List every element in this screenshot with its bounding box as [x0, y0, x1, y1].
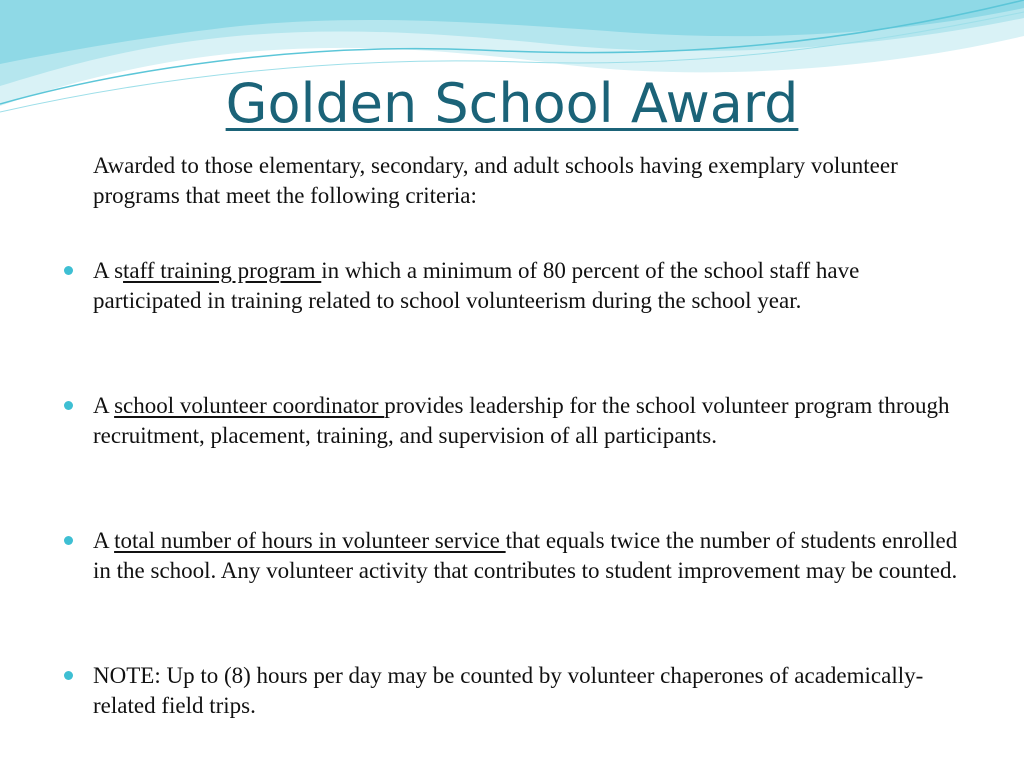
bullet-text-pre: A s — [93, 258, 124, 283]
bullet-underlined-term: total number of hours in volunteer service — [114, 528, 506, 553]
bullet-text-pre: A — [93, 393, 115, 418]
bullet-dot-icon — [64, 401, 73, 410]
bullet-underlined-term: school volunteer coordinator — [114, 393, 385, 418]
bullet-volunteer-coordinator — [93, 391, 973, 451]
bullet-text-post: that equals twice the number of students enrolled in the school. Any volunteer activity that contributes to student improvement may be counted. — [93, 528, 958, 583]
bullet-dot-icon — [64, 536, 73, 545]
bullet-text-pre: A — [93, 528, 115, 553]
intro-paragraph: Awarded to those elementary, secondary, and adult schools having exemplary volunteer programs that meet the following criteria: — [93, 153, 898, 208]
bullet-text-post: provides leadership for the school volunteer program through recruitment, placement, training, and supervision of all participants. — [93, 393, 950, 448]
bullet-note — [93, 661, 973, 721]
bullet-text-post: in which a minimum of 80 percent of the school staff have participated in training related to school volunteerism during the school year. — [93, 258, 860, 313]
bullet-staff-training — [93, 256, 973, 316]
slide-title-text: Golden School Award — [225, 72, 799, 135]
bullet-dot-icon — [64, 671, 73, 680]
bullet-dot-icon — [64, 266, 73, 275]
bullet-text-pre: NOTE: Up to (8) hours per day may be counted by volunteer chaperones of academically-related field trips. — [93, 663, 924, 718]
bullet-underlined-term: taff training program — [123, 258, 322, 283]
bullet-volunteer-hours — [93, 526, 973, 586]
